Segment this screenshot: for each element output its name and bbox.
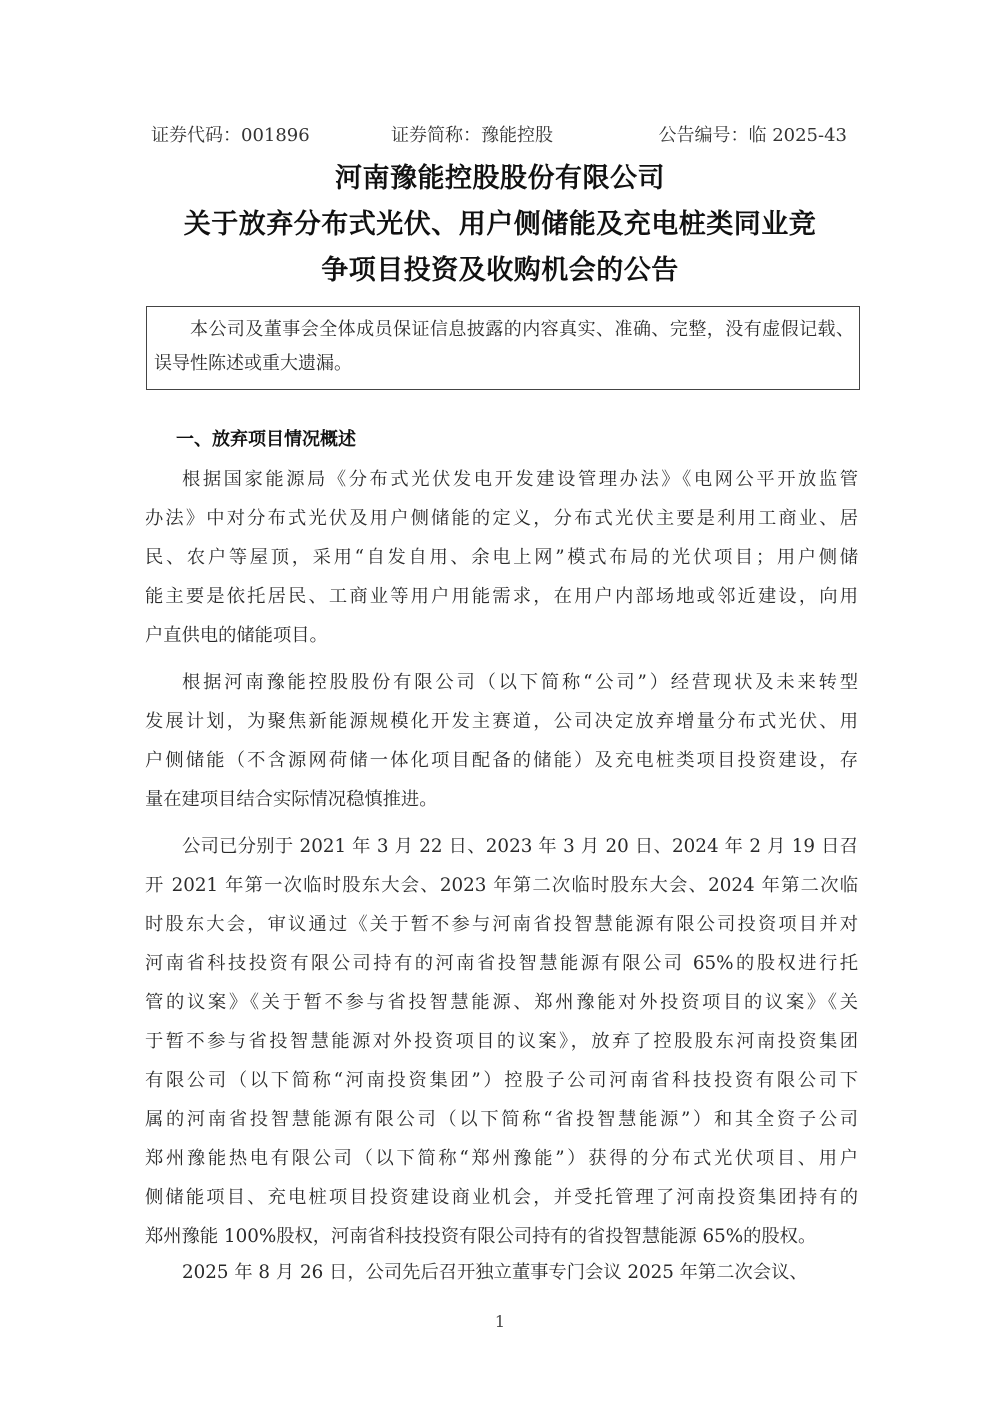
- stock-code: 证券代码：001896: [151, 125, 310, 146]
- text-line: 管的议案》《关于暂不参与省投智慧能源、郑州豫能对外投资项目的议案》《关: [145, 992, 858, 1013]
- paragraph: [145, 460, 858, 655]
- disclosure-notice-box: [146, 306, 860, 390]
- text-line: 开 2021 年第一次临时股东大会、2023 年第二次临时股东大会、2024 年第二次临: [145, 875, 858, 896]
- paragraph: [145, 1253, 858, 1292]
- paragraph: [145, 663, 858, 819]
- text-line: 郑州豫能 100%股权，河南省科技投资有限公司持有的省投智慧能源 65%的股权。: [145, 1226, 817, 1247]
- announcement-header: [151, 122, 847, 150]
- text-line: 民、农户等屋顶，采用“自发自用、余电上网”模式布局的光伏项目；用户侧储: [145, 547, 858, 568]
- text-line: 发展计划，为聚焦新能源规模化开发主赛道，公司决定放弃增量分布式光伏、用: [145, 711, 858, 732]
- text-line: 河南省科技投资有限公司持有的河南省投智慧能源有限公司 65%的股权进行托: [145, 953, 858, 974]
- announcement-title-line-2: 争项目投资及收购机会的公告: [321, 255, 679, 286]
- stock-name: 证券简称：豫能控股: [391, 125, 553, 146]
- text-line: 根据河南豫能控股股份有限公司（以下简称“公司”）经营现状及未来转型: [182, 672, 858, 693]
- announcement-title-line-1: 关于放弃分布式光伏、用户侧储能及充电桩类同业竞: [183, 209, 817, 240]
- announcement-number: 公告编号：临 2025-43: [658, 125, 847, 146]
- page-number: 1: [494, 1312, 506, 1331]
- section-heading: 一、放弃项目情况概述: [176, 429, 356, 450]
- text-line: 属的河南省投智慧能源有限公司（以下简称“省投智慧能源”）和其全资子公司: [145, 1109, 858, 1130]
- text-line: 根据国家能源局《分布式光伏发电开发建设管理办法》《电网公平开放监管: [182, 469, 858, 490]
- text-line: 有限公司（以下简称“河南投资集团”）控股子公司河南省科技投资有限公司下: [145, 1070, 858, 1091]
- text-line: 2025 年 8 月 26 日，公司先后召开独立董事专门会议 2025 年第二次会议、: [182, 1262, 808, 1283]
- text-line: 时股东大会，审议通过《关于暂不参与河南省投智慧能源有限公司投资项目并对: [145, 914, 858, 935]
- text-line: 户直供电的储能项目。: [145, 625, 328, 646]
- text-line: 公司已分别于 2021 年 3 月 22 日、2023 年 3 月 20 日、2024 年 2 月 19 日召: [182, 836, 858, 857]
- text-line: 户侧储能（不含源网荷储一体化项目配备的储能）及充电桩类项目投资建设，存: [145, 750, 858, 771]
- disclosure-notice-text: 本公司及董事会全体成员保证信息披露的内容真实、准确、完整，没有虚假记载、误导性陈述或重大遗漏。: [154, 319, 854, 374]
- text-line: 能主要是依托居民、工商业等用户用能需求，在用户内部场地或邻近建设，向用: [145, 586, 858, 607]
- text-line: 于暂不参与省投智慧能源对外投资项目的议案》，放弃了控股股东河南投资集团: [145, 1031, 858, 1052]
- company-title: 河南豫能控股股份有限公司: [335, 163, 665, 194]
- text-line: 侧储能项目、充电桩项目投资建设商业机会，并受托管理了河南投资集团持有的: [145, 1187, 858, 1208]
- text-line: 办法》中对分布式光伏及用户侧储能的定义，分布式光伏主要是利用工商业、居: [145, 508, 858, 529]
- paragraph: [145, 827, 858, 1256]
- text-line: 量在建项目结合实际情况稳慎推进。: [145, 789, 438, 810]
- text-line: 郑州豫能热电有限公司（以下简称“郑州豫能”）获得的分布式光伏项目、用户: [145, 1148, 858, 1169]
